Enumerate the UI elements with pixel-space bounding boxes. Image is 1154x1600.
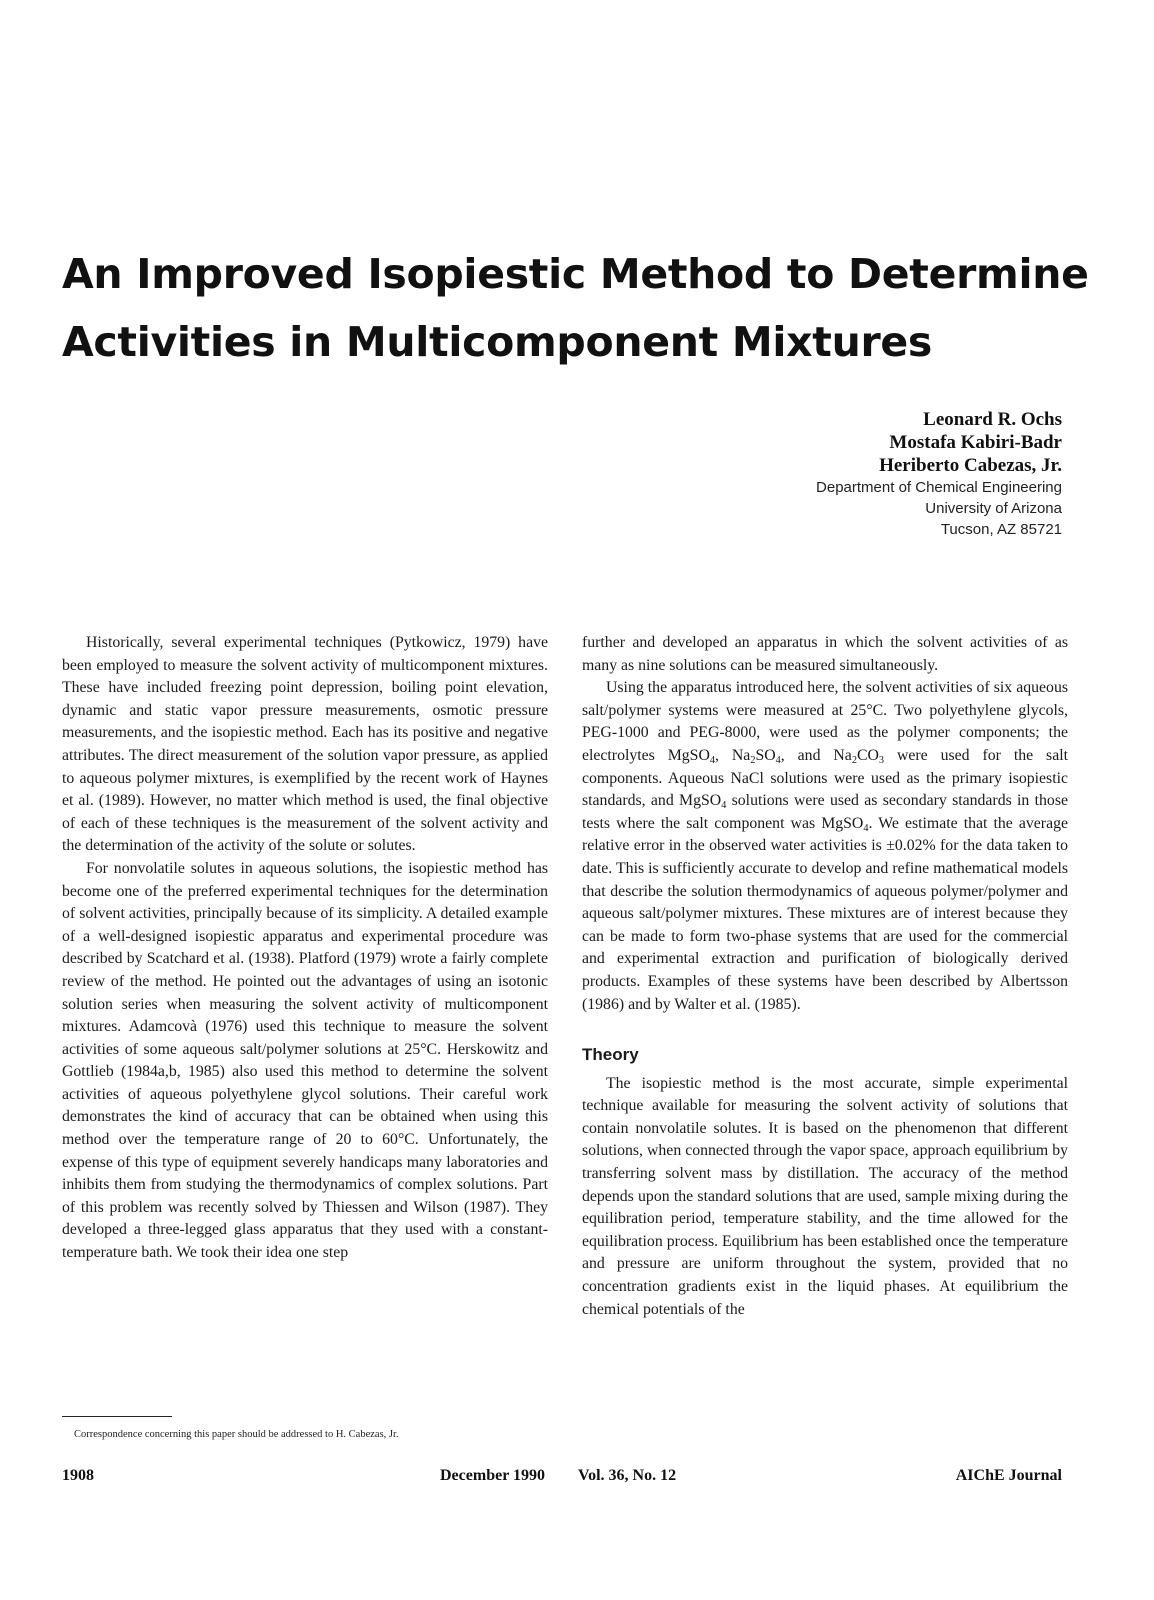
issue-date: December 1990 xyxy=(440,1467,545,1484)
subscript: 4 xyxy=(863,822,869,834)
subscript: 2 xyxy=(750,755,756,767)
text-run: CO xyxy=(856,746,879,764)
body-paragraph: Historically, several experimental techniques (Pytkowicz, 1979) have been employed to measure the solvent activity of multicomponent mixtures. These have included freezing point depression, boiling point elevation, dynamic and static vapor pressure measurements, osmotic pressure measurements, and the isopiestic method. Each has its positive and negative attributes. The direct measurement of the solution vapor pressure, as applied to aqueous polymer mixtures, is exemplified by the recent work of Haynes et al. (1989). However, no matter which method is used, the final objective of each of these techniques is the measurement of the solvent activity and the determination of the activity of the solute or solutes. xyxy=(62,634,548,855)
journal-name: AIChE Journal xyxy=(955,1467,1062,1484)
text-run: Using the apparatus introduced here, the solvent activities of six aqueous salt/polymer systems were measured at 25°C. Two polyethylene glycols, PEG-1000 and PEG-8000, were used as the polymer components; the electrolytes MgSO xyxy=(582,679,1068,764)
author-name: Leonard R. Ochs xyxy=(923,409,1062,430)
body-paragraph xyxy=(582,677,1068,1016)
subscript: 2 xyxy=(851,755,857,767)
paper-title xyxy=(62,240,1102,376)
subscript: 4 xyxy=(721,800,727,812)
subscript: 4 xyxy=(709,755,716,767)
text-run: , Na xyxy=(715,746,751,764)
text-run: SO xyxy=(755,746,776,764)
text-run: were used for the salt components. Aqueous NaCl solutions were used as the primary isopiestic standards, and MgSO xyxy=(582,746,1068,810)
text-run: . We estimate that the average relative error in the observed water activities is ±0.02% for the data taken to date. This is sufficiently accurate to develop and refine mathematical models that describe the solution thermodynamics of aqueous polymer/polymer and aqueous salt/polymer mixtures. These mixtures are of interest because they can be made to form two-phase systems that are used for the commercial and experimental extraction and purification of biologically derived products. Examples of these systems have been described by Albertsson (1986) and by Walter et al. (1985). xyxy=(582,814,1068,1013)
footnote: Correspondence concerning this paper should be addressed to H. Cabezas, Jr. xyxy=(74,1429,399,1440)
subscript: 4 xyxy=(775,755,781,767)
left-column xyxy=(62,632,548,1265)
affiliation-line: Tucson, AZ 85721 xyxy=(940,521,1062,538)
body-paragraph: The isopiestic method is the most accurate, simple experimental technique available for measuring the solvent activity of solutions that contain nonvolatile solutes. It is based on the phenomenon that different solutions, when connected through the vapor space, approach equilibrium by transferring solvent mass by distillation. The accuracy of the method depends upon the standard solutions that are used, sample mixing during the equilibration period, temperature stability, and the time allowed for the equilibration process. Equilibrium has been established once the temperature and pressure are uniform throughout the system, provided that no concentration gradients exist in the liquid phases. At equilibrium the chemical potentials of the xyxy=(582,1074,1068,1318)
footnote-rule xyxy=(62,1416,172,1417)
volume-info: Vol. 36, No. 12 xyxy=(578,1467,677,1484)
section-heading: Theory xyxy=(582,1045,639,1065)
subscript: 3 xyxy=(878,755,885,767)
body-paragraph: further and developed an apparatus in which the solvent activities of as many as nine solutions can be measured simultaneously. xyxy=(582,634,1068,674)
text-run: , and Na xyxy=(780,746,852,764)
title-line-1: An Improved Isopiestic Method to Determine xyxy=(62,250,1089,298)
title-line-2: Activities in Multicomponent Mixtures xyxy=(62,318,933,366)
page-number: 1908 xyxy=(62,1467,94,1484)
author-block xyxy=(816,408,1062,540)
affiliation-line: Department of Chemical Engineering xyxy=(816,479,1062,496)
affiliation-line: University of Arizona xyxy=(925,500,1062,517)
body-paragraph: For nonvolatile solutes in aqueous solutions, the isopiestic method has become one of the preferred experimental techniques for the determination of solvent activities, principally because of its simplicity. A detailed example of a well-designed isopiestic apparatus and experimental procedure was described by Scatchard et al. (1938). Platford (1979) wrote a fairly complete review of the method. He pointed out the advantages of using an isotonic solution series when measuring the solvent activity of multicomponent mixtures. Adamcovà (1976) used this technique to measure the solvent activities of some aqueous salt/polymer solutions at 25°C. Herskowitz and Gottlieb (1984a,b, 1985) also used this method to determine the solvent activities of aqueous polyethylene glycol solutions. Their careful work demonstrates the kind of accuracy that can be obtained when using this method over the temperature range of 20 to 60°C. Unfortunately, the expense of this type of equipment severely handicaps many laboratories and inhibits them from studying the thermodynamics of complex solutions. Part of this problem was recently solved by Thiessen and Wilson (1987). They developed a three-legged glass apparatus that they used with a constant-temperature bath. We took their idea one step xyxy=(62,859,548,1262)
author-name: Heriberto Cabezas, Jr. xyxy=(879,455,1062,476)
author-name: Mostafa Kabiri-Badr xyxy=(889,432,1062,453)
right-column xyxy=(582,632,1068,1321)
text-run: solutions were used as secondary standards in those tests where the salt component was MgSO xyxy=(582,792,1068,832)
